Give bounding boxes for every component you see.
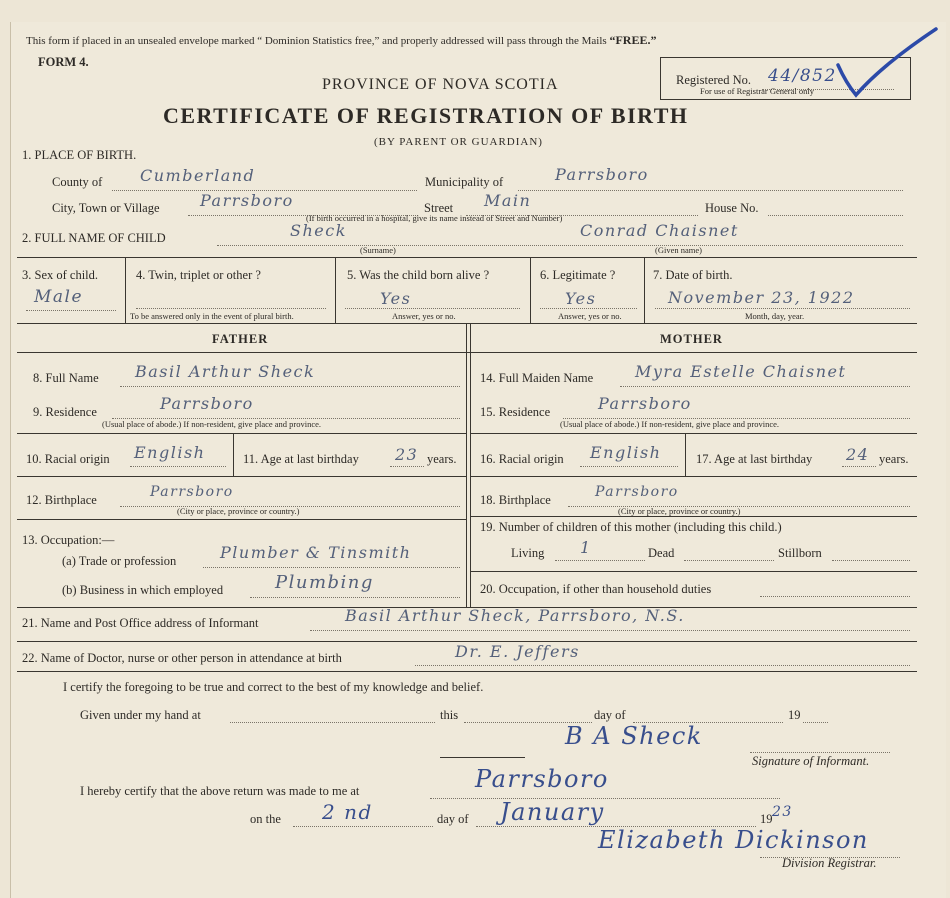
divider — [233, 433, 234, 476]
alive-value: Yes — [380, 289, 412, 308]
mother-heading: MOTHER — [660, 332, 723, 346]
alive-line — [345, 308, 520, 309]
father-birthplace-label: 12. Birthplace — [26, 493, 97, 507]
on-the-line — [293, 826, 433, 827]
living-line — [555, 560, 645, 561]
street-label: Street — [424, 201, 454, 215]
mother-name-line — [620, 386, 910, 387]
father-birthplace-note: (City or place, province or country.) — [177, 506, 300, 516]
divider — [530, 257, 531, 323]
rule-row — [17, 323, 917, 324]
sex-label: 3. Sex of child. — [22, 268, 99, 282]
dob-note: Month, day, year. — [745, 311, 805, 321]
municipality-label: Municipality of — [425, 175, 504, 189]
child-surname-value: Sheck — [290, 221, 347, 240]
county-label: County of — [52, 175, 103, 189]
mother-racial-label: 16. Racial origin — [480, 452, 564, 466]
rule-mother — [470, 433, 917, 434]
divider — [685, 433, 686, 476]
divider — [644, 257, 645, 323]
trade-label: (a) Trade or profession — [62, 554, 177, 568]
day-value: 2 nd — [322, 800, 373, 824]
rule-father — [17, 519, 467, 520]
father-name-label: 8. Full Name — [33, 371, 99, 385]
child-name-line — [217, 245, 903, 246]
living-value: 1 — [580, 538, 592, 557]
municipality-value: Parrsboro — [555, 165, 649, 184]
signature-label: Signature of Informant. — [752, 754, 870, 768]
mother-name-label: 14. Full Maiden Name — [480, 371, 594, 385]
business-label: (b) Business in which employed — [62, 583, 224, 597]
sex-value: Male — [34, 287, 84, 307]
dead-line — [684, 560, 774, 561]
return-place: Parrsboro — [475, 765, 609, 793]
father-age-label: 11. Age at last birthday — [243, 452, 359, 466]
informant-line — [310, 630, 910, 631]
informant-value: Basil Arthur Sheck, Parrsboro, N.S. — [345, 606, 685, 625]
county-value: Cumberland — [140, 166, 256, 185]
mother-residence-value: Parrsboro — [598, 394, 692, 413]
return-line — [430, 798, 780, 799]
mother-racial-line — [580, 466, 678, 467]
legit-value: Yes — [565, 289, 597, 308]
informant-signature: B A Sheck — [565, 722, 703, 750]
province-heading: PROVINCE OF NOVA SCOTIA — [322, 76, 559, 93]
child-given-value: Conrad Chaisnet — [580, 221, 739, 240]
mother-birthplace-label: 18. Birthplace — [480, 493, 551, 507]
business-line — [250, 597, 460, 598]
on-the-label: on the — [250, 812, 281, 826]
child-name-label: 2. FULL NAME OF CHILD — [22, 231, 166, 245]
mother-birthplace-value: Parrsboro — [595, 484, 679, 500]
father-racial-label: 10. Racial origin — [26, 452, 110, 466]
rule-mother — [470, 571, 917, 572]
dead-label: Dead — [648, 546, 675, 560]
house-label: House No. — [705, 201, 759, 215]
father-residence-note: (Usual place of abode.) If non-resident, give place and province. — [102, 419, 322, 429]
father-residence-value: Parrsboro — [160, 394, 254, 413]
mother-racial-value: English — [590, 443, 662, 462]
hospital-note: (If birth occurred in a hospital, give its name instead of Street and Number) — [306, 213, 563, 223]
divider — [125, 257, 126, 323]
subtitle: (BY PARENT OR GUARDIAN) — [374, 136, 543, 148]
registrar-signature: Elizabeth Dickinson — [598, 826, 869, 854]
city-value: Parrsboro — [200, 191, 294, 210]
rule-mother — [470, 516, 917, 517]
mother-birthplace-note: (City or place, province or country.) — [618, 506, 741, 516]
trade-line — [203, 567, 460, 568]
father-residence-label: 9. Residence — [33, 405, 97, 419]
given-label: Given under my hand at — [80, 708, 201, 722]
short-rule — [440, 757, 525, 758]
business-value: Plumbing — [275, 572, 374, 593]
parents-divider — [466, 323, 467, 607]
divider — [335, 257, 336, 323]
mother-residence-label: 15. Residence — [480, 405, 551, 419]
rule-top — [17, 257, 917, 258]
year2-prefix: 19 — [760, 812, 773, 826]
signature-line — [750, 752, 890, 753]
mother-years-label: years. — [879, 452, 909, 466]
rule-heading — [17, 352, 917, 353]
doctor-line — [415, 665, 910, 666]
doctor-label: 22. Name of Doctor, nurse or other person in attendance at birth — [22, 651, 342, 665]
trade-value: Plumber & Tinsmith — [220, 543, 412, 562]
checkmark-icon — [832, 25, 942, 105]
father-racial-line — [130, 466, 226, 467]
legit-label: 6. Legitimate ? — [540, 268, 616, 282]
day-of-label: day of — [594, 708, 626, 722]
rule-mother — [470, 476, 917, 477]
dob-line — [655, 308, 910, 309]
twin-note: To be answered only in the event of plural birth. — [130, 311, 294, 321]
year-prefix: 19 — [788, 708, 801, 722]
mother-name-value: Myra Estelle Chaisnet — [635, 362, 847, 381]
living-label: Living — [511, 546, 545, 560]
legit-line — [540, 308, 637, 309]
registrar-note: For use of Registrar General only — [700, 86, 815, 96]
form-number: FORM 4. — [38, 55, 89, 69]
father-name-value: Basil Arthur Sheck — [135, 362, 316, 381]
year2-value: 23 — [772, 804, 793, 820]
certify-text: I certify the foregoing to be true and correct to the best of my knowledge and belief. — [63, 680, 484, 694]
municipality-line — [518, 190, 903, 191]
father-years-label: years. — [427, 452, 457, 466]
father-heading: FATHER — [212, 332, 269, 346]
father-age-value: 23 — [395, 445, 419, 464]
alive-label: 5. Was the child born alive ? — [347, 268, 490, 282]
place-of-birth-label: 1. PLACE OF BIRTH. — [22, 148, 137, 162]
mother-age-value: 24 — [846, 445, 870, 464]
mail-free: “FREE.” — [609, 33, 657, 47]
this-label: this — [440, 708, 459, 722]
dob-label: 7. Date of birth. — [653, 268, 733, 282]
given-note: (Given name) — [655, 245, 702, 255]
alive-note: Answer, yes or no. — [392, 311, 456, 321]
mother-occupation-label: 20. Occupation, if other than household duties — [480, 582, 712, 596]
twin-label: 4. Twin, triplet or other ? — [136, 268, 261, 282]
given-line — [230, 722, 435, 723]
registrar-label: Division Registrar. — [782, 856, 877, 870]
rule-father — [17, 476, 467, 477]
stillborn-label: Stillborn — [778, 546, 822, 560]
occupation-label: 13. Occupation:— — [22, 533, 115, 547]
surname-note: (Surname) — [360, 245, 396, 255]
mail-notice-text: This form if placed in an unsealed envelope marked “ Dominion Statistics free,” and properly addressed will pass through the Mails — [26, 35, 607, 47]
day-of2-label: day of — [437, 812, 469, 826]
return-text: I hereby certify that the above return was made to me at — [80, 784, 360, 798]
month-value: January — [500, 798, 605, 826]
father-racial-value: English — [134, 443, 206, 462]
registered-label: Registered No. — [676, 73, 751, 87]
stillborn-line — [832, 560, 910, 561]
house-line — [768, 215, 903, 216]
registered-number: 44/852 — [768, 66, 837, 86]
year-line — [803, 722, 828, 723]
father-name-line — [120, 386, 460, 387]
father-birthplace-value: Parrsboro — [150, 484, 234, 500]
page-title: CERTIFICATE OF REGISTRATION OF BIRTH — [163, 103, 689, 128]
dob-value: November 23, 1922 — [668, 288, 855, 307]
city-label: City, Town or Village — [52, 201, 160, 215]
doctor-value: Dr. E. Jeffers — [455, 642, 580, 661]
twin-line — [136, 308, 326, 309]
father-age-line — [390, 466, 424, 467]
parents-divider — [470, 323, 471, 607]
mother-residence-note: (Usual place of abode.) If non-resident, give place and province. — [560, 419, 780, 429]
mother-age-line — [842, 466, 876, 467]
sex-line — [26, 310, 116, 311]
mail-notice — [26, 33, 656, 48]
legit-note: Answer, yes or no. — [558, 311, 622, 321]
rule-father — [17, 433, 467, 434]
mother-age-label: 17. Age at last birthday — [696, 452, 813, 466]
street-value: Main — [484, 191, 532, 210]
rule-certify — [17, 671, 917, 672]
children-label: 19. Number of children of this mother (including this child.) — [480, 520, 782, 534]
mother-occupation-line — [760, 596, 910, 597]
informant-label: 21. Name and Post Office address of Informant — [22, 616, 259, 630]
